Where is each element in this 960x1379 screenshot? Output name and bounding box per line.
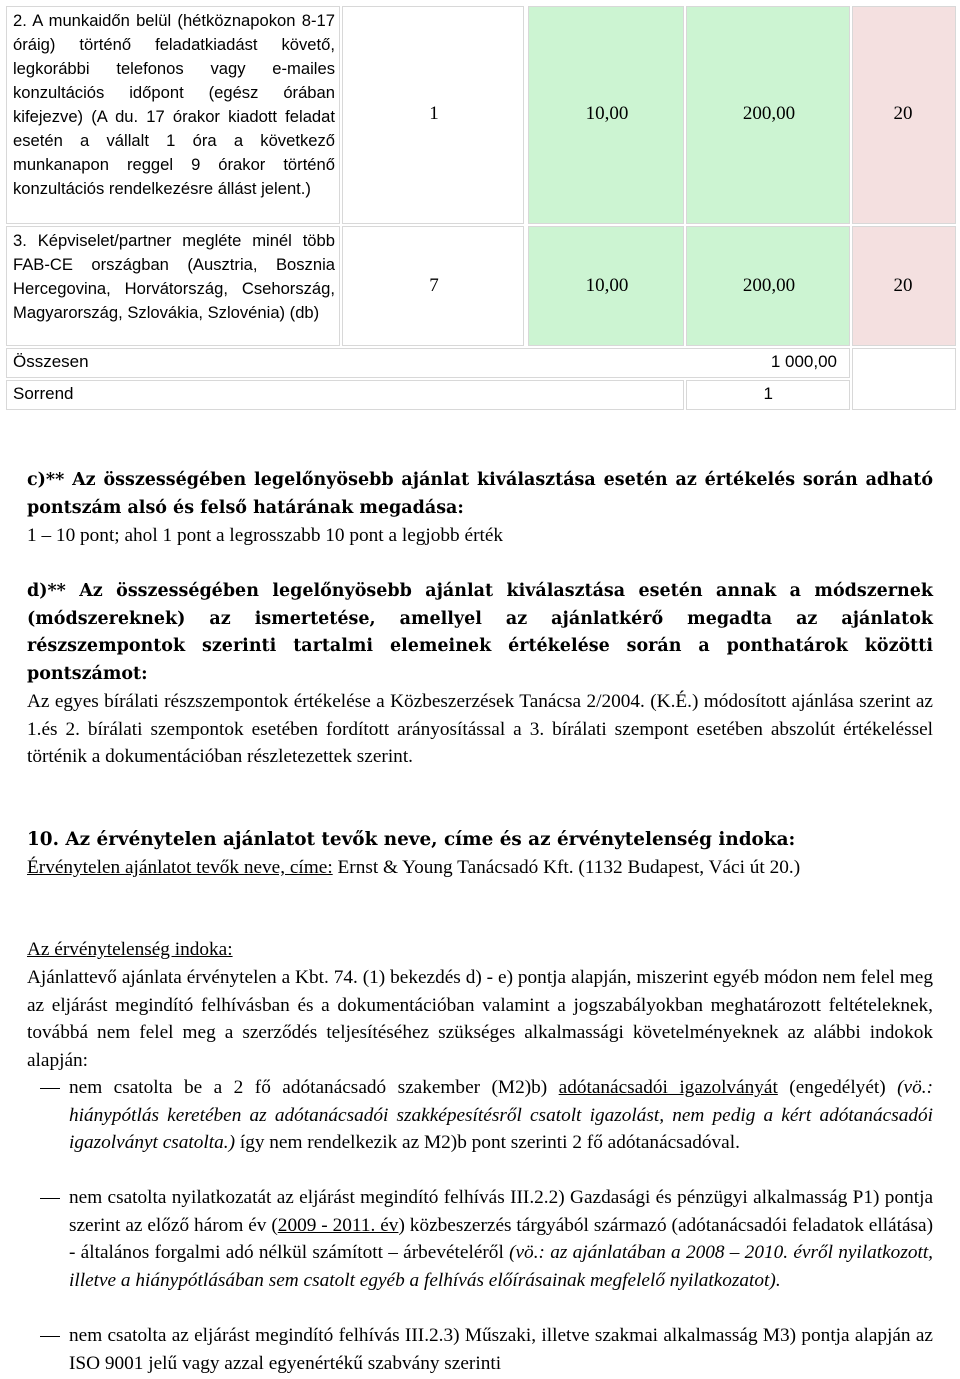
rank-cell — [686, 380, 850, 410]
dash-bullet-icon — [40, 1198, 60, 1199]
score-cell — [686, 6, 850, 224]
reason-item-1 — [69, 1074, 933, 1157]
rank-label: Sorrend — [13, 384, 74, 403]
section-d-heading: d)** Az összességében legelőnyösebb ajánlat kiválasztása esetén annak a módszernek (módszereknek) az ismertetése, amellyel az ajánlatkérő megadta az ajánlatok részszempontok szerinti tartalmi elemeinek értékelése során a ponthatárok közötti pontszámot: — [27, 581, 933, 684]
criterion-cell-2 — [6, 6, 340, 224]
reason-item-3 — [69, 1322, 933, 1377]
reason-text: így nem rendelkezik az M2)b pont szerinti 2 fő adótanácsadóval. — [235, 1132, 740, 1154]
dash-bullet-icon — [40, 1336, 60, 1337]
reason-text: (engedélyét) — [777, 1077, 898, 1098]
criterion-label: 3. Képviselet/partner megléte minél több FAB-CE országban (Ausztria, Bosznia Hercegovina, Horvátország, Csehország, Magyarország, Szlovákia, Szlovénia) (db) — [13, 231, 335, 322]
value-cell — [342, 6, 524, 224]
weight-cell — [528, 6, 684, 224]
section-c-text: 1 – 10 pont; ahol 1 pont a legrosszabb 10 pont a legjobb érték — [27, 525, 504, 546]
reason-underlined: 2009 - 2011. év — [277, 1214, 399, 1236]
max-score: 20 — [893, 275, 913, 296]
reason-text: nem csatolta nyilatkozatát az eljárást megindító felhívás III.2.2) Gazdasági és pénzügyi alkalmasság P1) pontja szerint az előző három év ( — [69, 1187, 933, 1236]
total-label: Összesen — [13, 352, 89, 371]
empty-cell — [852, 348, 956, 410]
value-cell — [342, 226, 524, 346]
criterion-label: 2. A munkaidőn belül (hétköznapokon 8-17 óráig) történő feladatkiadást követő, legkorábbi telefonos vagy e-mailes konzultációs időpont (egész órában kifejezve) (A du. 17 órakor kiadott feladat esetén a vállalt 1 óra a következő munkanapon reggel 9 órakor történő konzultációs rendelkezésre állást jelent.) — [13, 11, 335, 198]
max-score: 20 — [893, 103, 913, 124]
invalid-bidder-label: Érvénytelen ajánlatot tevők neve, címe: — [27, 857, 333, 878]
invalid-bidder — [27, 854, 933, 882]
reason-text: nem csatolta az eljárást megindító felhívás III.2.3) Műszaki, illetve szakmai alkalmasság M3) pontja alapján az ISO 9001 jelű vagy azzal egyenértékű szabvány szerinti — [69, 1325, 933, 1374]
reason-note: (vö.: hiánypótlás keretében az adótanácsadói szakképesítésről csatolt igazolást, nem pedig a kért adótanácsadói igazolványt csatolta.) — [69, 1077, 933, 1154]
dash-bullet-icon — [40, 1088, 60, 1089]
reason-note: (vö.: az ajánlatában a 2008 – 2010. évről nyilatkozott, illetve a hiánypótlásában sem csatolt egyéb a felhívás előírásainak megfelelő nyilatkozatot). — [69, 1242, 933, 1291]
criterion-cell-3 — [6, 226, 340, 346]
section-10-heading: 10. Az érvénytelen ajánlatot tevők neve, címe és az érvénytelenség indoka: — [27, 829, 796, 850]
reason-underlined: adótanácsadói igazolványát — [558, 1077, 778, 1098]
invalid-bidder-value: Ernst & Young Tanácsadó Kft. (1132 Budapest, Váci út 20.) — [332, 857, 801, 878]
offer-value: 1 — [429, 103, 439, 124]
total-value: 1 000,00 — [770, 352, 837, 371]
reason-text: ) közbeszerzés tárgyából származó (adótanácsadói feladatok ellátása) - általános forgalmi adó nélkül számított – árbevételéről — [69, 1214, 934, 1264]
weight-cell — [528, 226, 684, 346]
section-c-heading: c)** Az összességében legelőnyösebb ajánlat kiválasztása esetén az értékelés során adható pontszám alsó és felső határának megadása: — [27, 470, 933, 518]
weight-value: 10,00 — [585, 103, 629, 124]
invalidity-reason-label: Az érvénytelenség indoka: — [27, 939, 233, 960]
weight-value: 10,00 — [585, 275, 629, 296]
weighted-score: 200,00 — [742, 103, 796, 124]
score-cell — [686, 226, 850, 346]
section-d-text: Az egyes bírálati részszempontok értékelése a Közbeszerzések Tanácsa 2/2004. (K.É.) módosított ajánlása szerint az 1.és 2. bírálati szempontok esetében fordított arányosítással a 3. bírálati szempont esetében abszolút értékeléssel történik a dokumentációban részletezettek szerint. — [27, 691, 933, 768]
rank-row — [6, 380, 684, 410]
offer-value: 7 — [429, 275, 439, 296]
max-cell — [852, 226, 956, 346]
reason-text: nem csatolta be a 2 fő adótanácsadó szakember (M2)b) — [69, 1077, 559, 1098]
total-row — [6, 348, 850, 378]
rank-value: 1 — [763, 384, 773, 403]
weighted-score: 200,00 — [742, 275, 796, 296]
invalidity-reason-text: Ajánlattevő ajánlata érvénytelen a Kbt. 74. (1) bekezdés d) - e) pontja alapján, miszerint egyéb módon nem felel meg az eljárást megindító felhívásban és a dokumentációban valamint a jogszabályokban meghatározott feltételeknek, továbbá nem felel meg a szerződés teljesítéséhez szükséges alkalmassági követelményeknek az alábbi indokok alapján: — [27, 967, 933, 1071]
max-cell — [852, 6, 956, 224]
reason-item-2 — [69, 1184, 933, 1294]
